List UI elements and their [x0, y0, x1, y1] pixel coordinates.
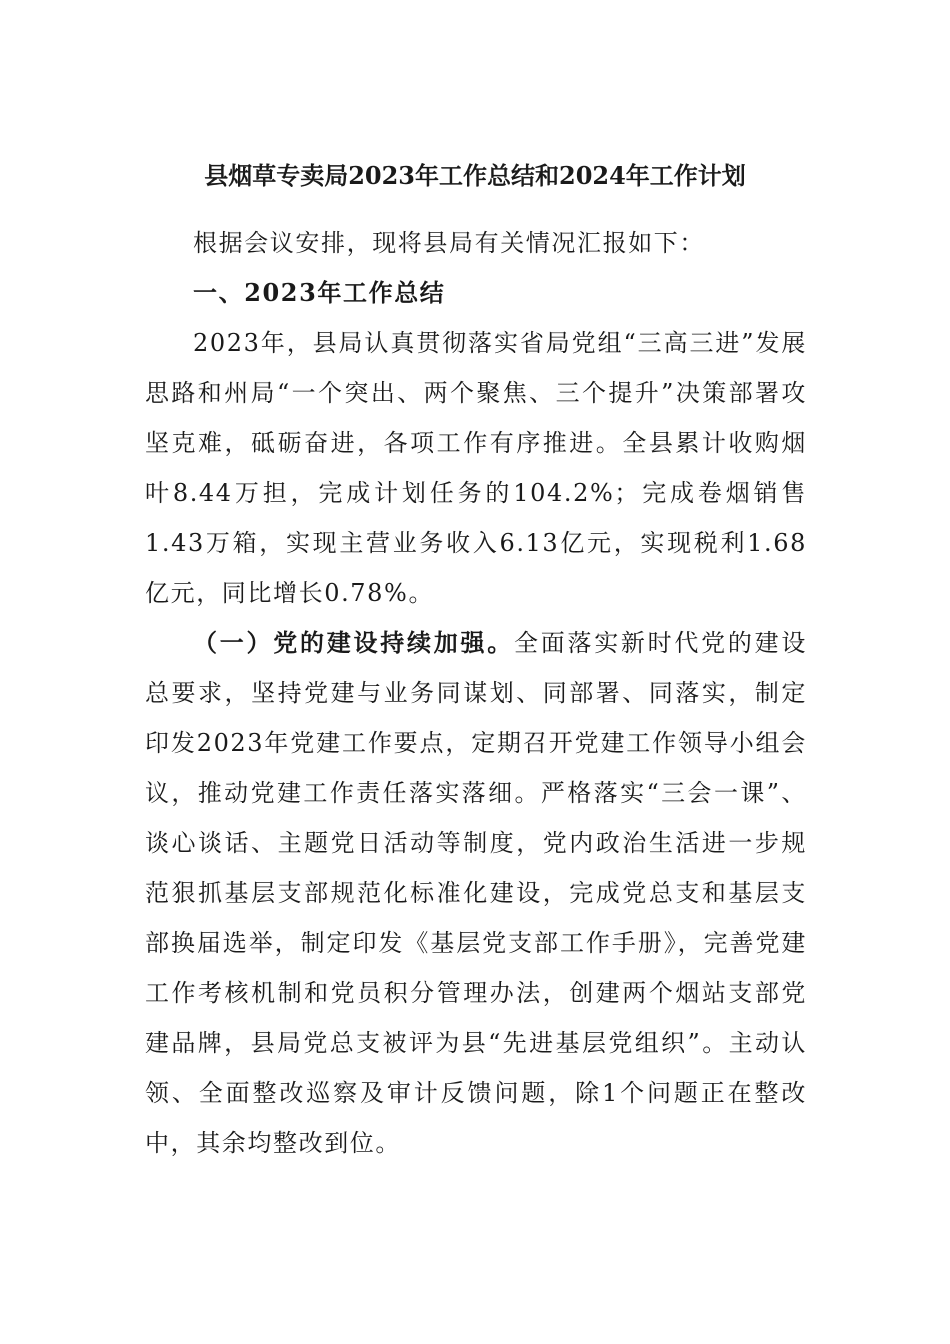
subsection-text: 全面落实新时代党的建设总要求，坚持党建与业务同谋划、同部署、同落实，制定印发2023年党建工作要点，定期召开党建工作领导小组会议，推动党建工作责任落实落细。严格落实“三会一课”、谈心谈话、主题党日活动等制度，党内政治生活进一步规范狠抓基层支部规范化标准化建设，完成党总支和基层支部换届选举，制定印发《基层党支部工作手册》，完善党建工作考核机制和党员积分管理办法，创建两个烟站支部党建品牌，县局党总支被评为县“先进基层党组织”。主动认领、全面整改巡察及审计反馈问题，除1个问题正在整改中，其余均整改到位。 — [145, 629, 808, 1157]
document-title: 县烟草专卖局2023年工作总结和2024年工作计划 — [204, 161, 746, 190]
section-heading: 一、2023年工作总结 — [193, 278, 446, 307]
intro-paragraph: 根据会议安排，现将县局有关情况汇报如下： — [193, 229, 705, 257]
subsection-heading: （一）党的建设持续加强。 — [193, 628, 514, 657]
summary-paragraph: 2023年，县局认真贯彻落实省局党组“三高三进”发展思路和州局“一个突出、两个聚焦、三个提升”决策部署攻坚克难，砥砺奋进，各项工作有序推进。全县累计收购烟叶8.44万担，完成计划任务的104.2%；完成卷烟销售1.43万箱，实现主营业务收入6.13亿元，实现税利1.68亿元，同比增长0.78%。 — [145, 329, 807, 607]
document-body — [145, 218, 807, 1168]
party-building-paragraph — [145, 618, 807, 1168]
